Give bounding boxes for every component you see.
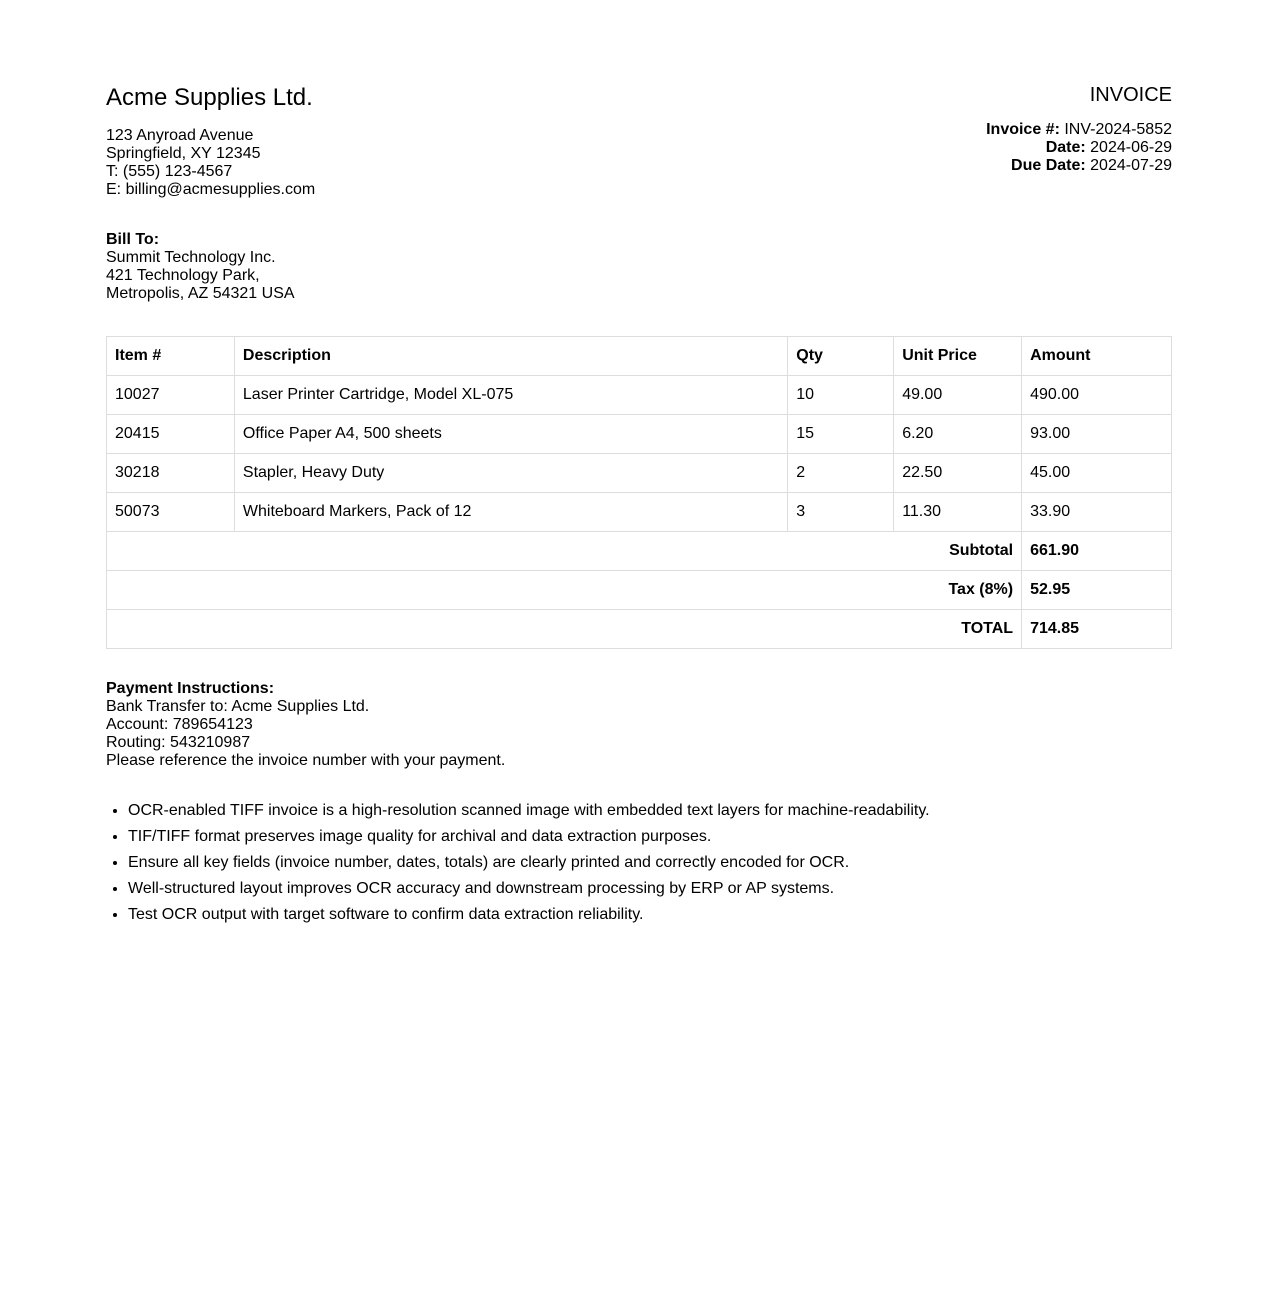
subtotal-value: 661.90 xyxy=(1022,532,1172,571)
invoice-number-row xyxy=(986,121,1172,139)
invoice-due-date-row xyxy=(986,157,1172,175)
tax-row xyxy=(107,571,1172,610)
line-items-table xyxy=(106,336,1172,649)
cell-unit-price: 6.20 xyxy=(894,415,1022,454)
payment-instructions-label: Payment Instructions: xyxy=(106,680,275,697)
column-header-amount: Amount xyxy=(1022,337,1172,376)
table-row xyxy=(107,415,1172,454)
invoice-title: INVOICE xyxy=(1089,84,1172,106)
total-label: TOTAL xyxy=(107,610,1022,649)
company-address-line: Springfield, XY 12345 xyxy=(106,145,261,162)
cell-qty: 10 xyxy=(788,376,894,415)
cell-amount: 93.00 xyxy=(1022,415,1172,454)
cell-unit-price: 49.00 xyxy=(894,376,1022,415)
cell-unit-price: 11.30 xyxy=(894,493,1022,532)
cell-qty: 15 xyxy=(788,415,894,454)
cell-item: 10027 xyxy=(107,376,235,415)
cell-description: Laser Printer Cartridge, Model XL-075 xyxy=(234,376,787,415)
cell-amount: 45.00 xyxy=(1022,454,1172,493)
column-header-qty: Qty xyxy=(788,337,894,376)
subtotal-label: Subtotal xyxy=(107,532,1022,571)
cell-qty: 2 xyxy=(788,454,894,493)
invoice-date: 2024-06-29 xyxy=(1090,139,1172,156)
column-header-description: Description xyxy=(234,337,787,376)
invoice-number: INV-2024-5852 xyxy=(1064,121,1172,138)
company-email: E: billing@acmesupplies.com xyxy=(106,181,316,198)
list-item: • Well-structured layout improves OCR accuracy and downstream processing by ERP or AP systems. xyxy=(128,880,930,906)
cell-amount: 33.90 xyxy=(1022,493,1172,532)
table-row xyxy=(107,454,1172,493)
list-item: • Test OCR output with target software to confirm data extraction reliability. xyxy=(128,906,930,932)
cell-item: 50073 xyxy=(107,493,235,532)
cell-description: Whiteboard Markers, Pack of 12 xyxy=(234,493,787,532)
column-header-unit-price: Unit Price xyxy=(894,337,1022,376)
payment-line: Bank Transfer to: Acme Supplies Ltd. xyxy=(106,698,370,715)
company-address-line: 123 Anyroad Avenue xyxy=(106,127,254,144)
column-header-item: Item # xyxy=(107,337,235,376)
notes-list xyxy=(106,802,930,932)
list-item: • OCR-enabled TIFF invoice is a high-resolution scanned image with embedded text layers for machine-readability. xyxy=(128,802,930,828)
invoice-meta xyxy=(986,121,1172,175)
tax-label: Tax (8%) xyxy=(107,571,1022,610)
payment-routing: Routing: 543210987 xyxy=(106,734,251,751)
invoice-due-date-label: Due Date: xyxy=(1011,157,1086,174)
list-item: • TIF/TIFF format preserves image quality for archival and data extraction purposes. xyxy=(128,828,930,854)
table-row xyxy=(107,376,1172,415)
total-row xyxy=(107,610,1172,649)
invoice-number-label: Invoice #: xyxy=(986,121,1060,138)
bill-to-label: Bill To: xyxy=(106,231,160,248)
cell-item: 20415 xyxy=(107,415,235,454)
table-header-row xyxy=(107,337,1172,376)
cell-qty: 3 xyxy=(788,493,894,532)
company-name: Acme Supplies Ltd. xyxy=(106,84,313,111)
payment-instructions xyxy=(106,680,505,770)
tax-value: 52.95 xyxy=(1022,571,1172,610)
cell-amount: 490.00 xyxy=(1022,376,1172,415)
invoice-due-date: 2024-07-29 xyxy=(1090,157,1172,174)
company-address xyxy=(106,127,315,199)
bill-to-line: Metropolis, AZ 54321 USA xyxy=(106,285,295,302)
payment-line: Please reference the invoice number with your payment. xyxy=(106,752,506,769)
company-phone: T: (555) 123-4567 xyxy=(106,163,233,180)
payment-account: Account: 789654123 xyxy=(106,716,253,733)
subtotal-row xyxy=(107,532,1172,571)
list-item: • Ensure all key fields (invoice number, dates, totals) are clearly printed and correctly encoded for OCR. xyxy=(128,854,930,880)
cell-description: Office Paper A4, 500 sheets xyxy=(234,415,787,454)
cell-unit-price: 22.50 xyxy=(894,454,1022,493)
total-value: 714.85 xyxy=(1022,610,1172,649)
table-row xyxy=(107,493,1172,532)
cell-item: 30218 xyxy=(107,454,235,493)
cell-description: Stapler, Heavy Duty xyxy=(234,454,787,493)
bill-to-line: 421 Technology Park, xyxy=(106,267,260,284)
invoice-date-label: Date: xyxy=(1045,139,1086,156)
bill-to xyxy=(106,231,295,303)
bill-to-line: Summit Technology Inc. xyxy=(106,249,276,266)
invoice-date-row xyxy=(986,139,1172,157)
